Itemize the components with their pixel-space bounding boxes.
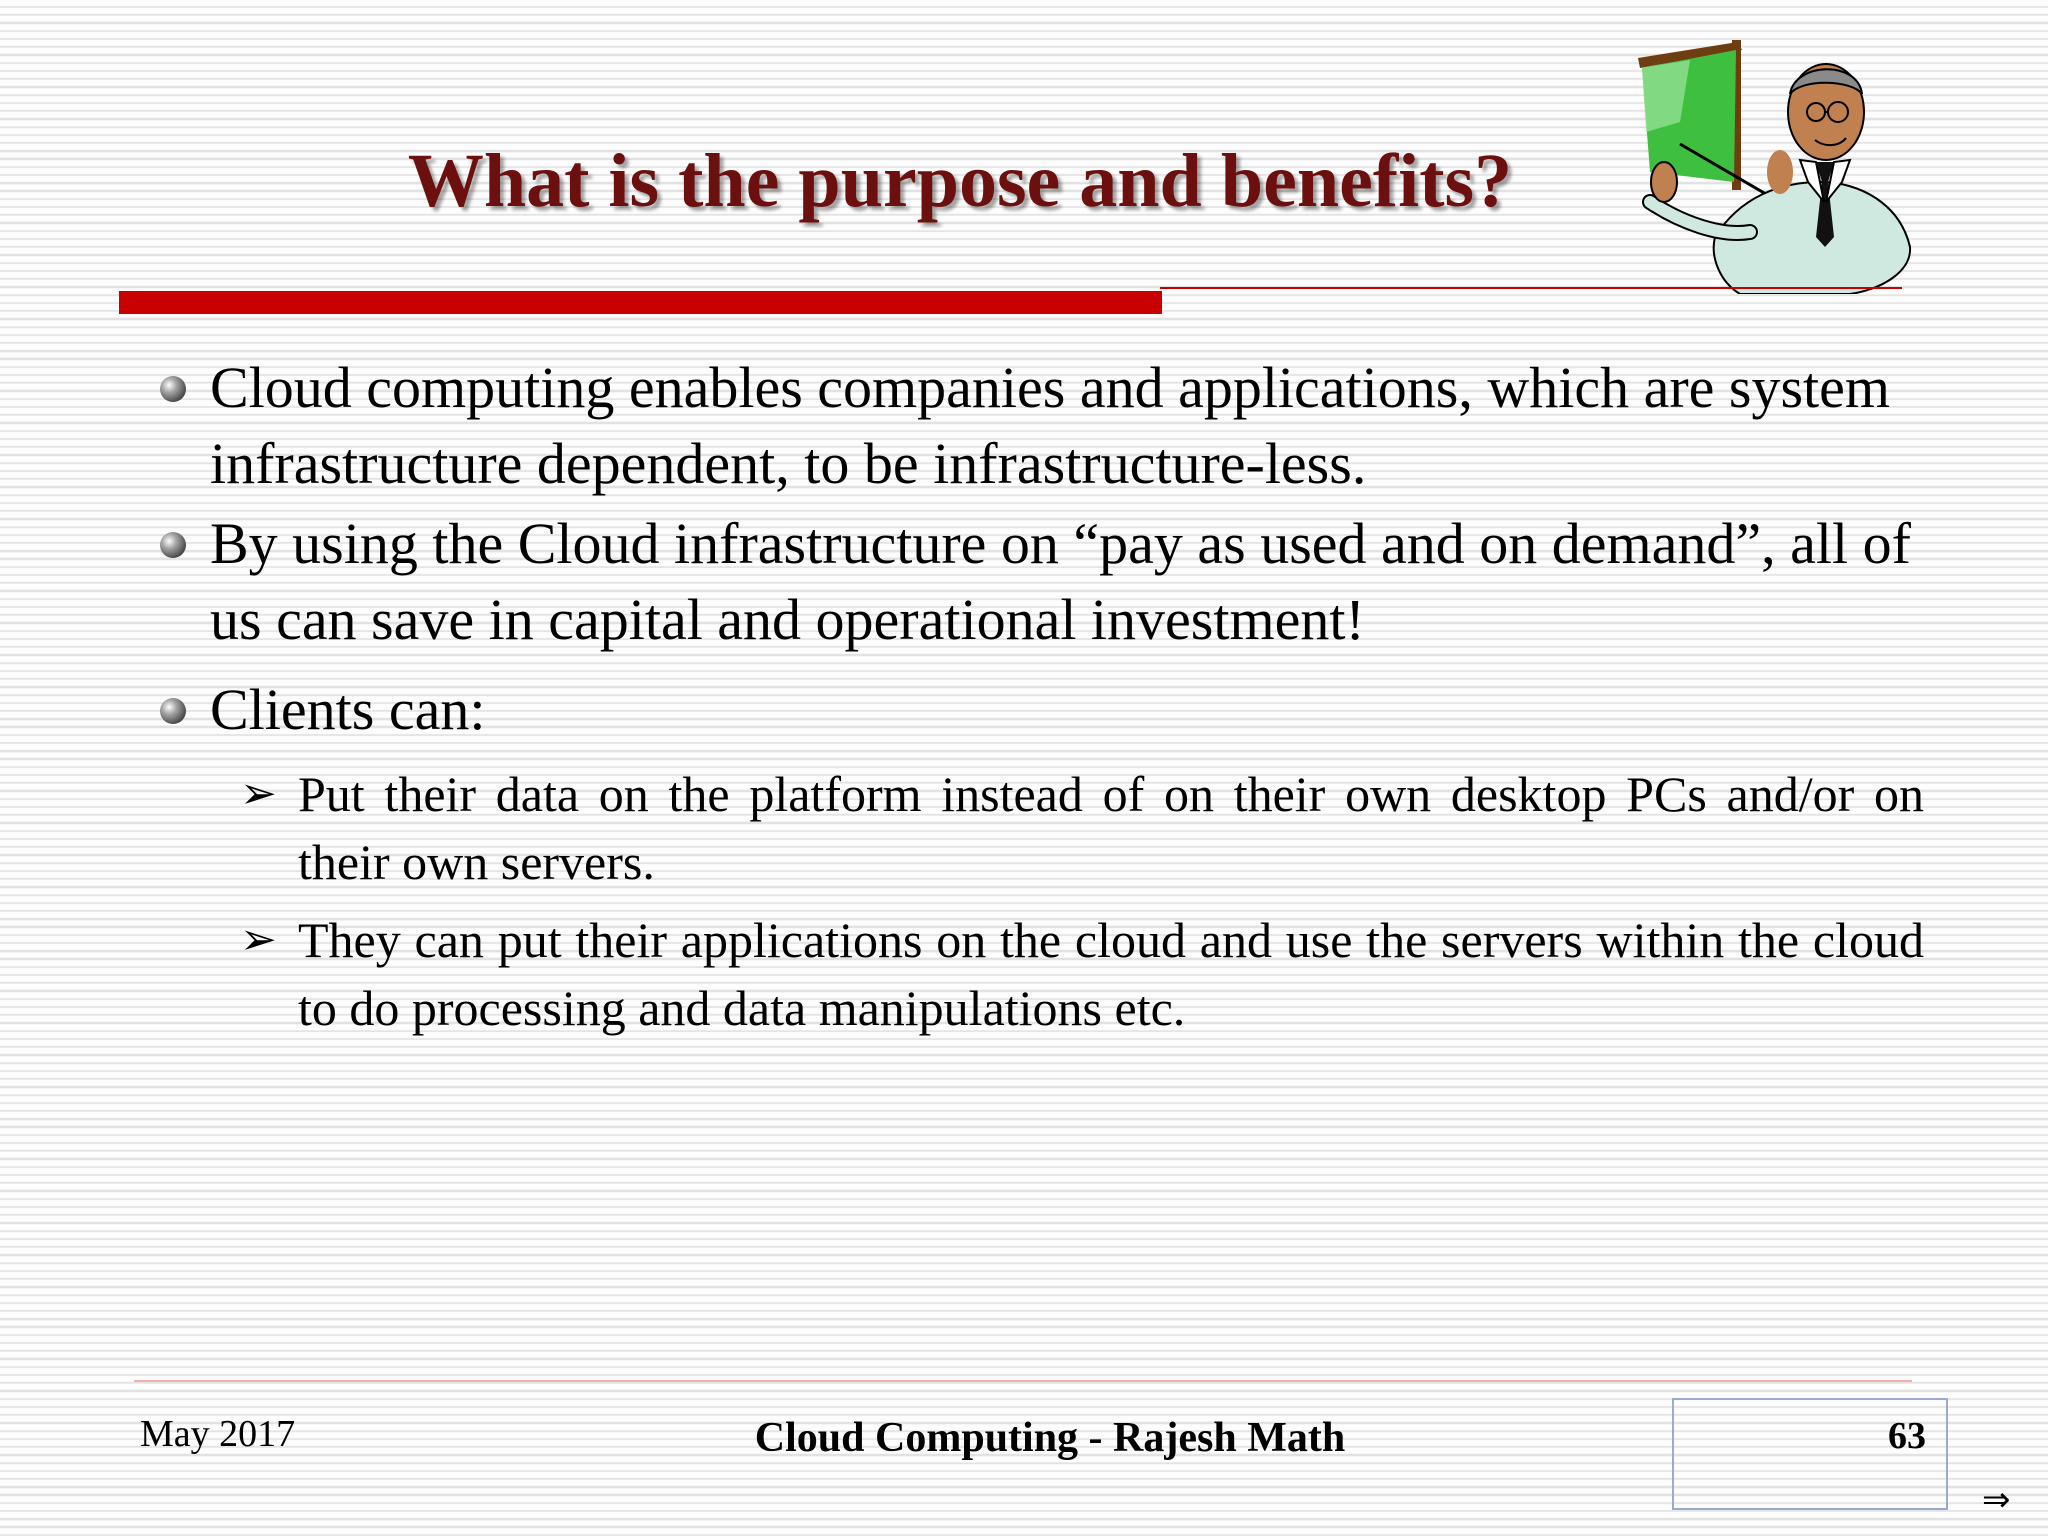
next-slide-arrow-icon[interactable]: ⇒ [1982, 1480, 2011, 1520]
bullet-text: By using the Cloud infrastructure on “pay as used and on demand”, all of us can save in capital and operational investment! [210, 511, 1911, 652]
bullet-text: Clients can: [210, 677, 486, 742]
bullet-dot-icon [160, 532, 186, 558]
title-rule-thick [119, 291, 1162, 314]
arrow-bullet-icon: ➢ [240, 768, 277, 819]
page-number: 63 [1888, 1415, 1926, 1457]
bullet-dot-icon [160, 698, 186, 724]
footer-title: Cloud Computing - Rajesh Math [754, 1415, 1346, 1461]
footer-rule [134, 1380, 1912, 1382]
sub-bullet-text: Put their data on the platform instead of on their own desktop PCs and/or on their own servers. [298, 766, 1924, 890]
teacher-pointing-at-board-icon [1620, 32, 1920, 294]
sub-bullet-text: They can put their applications on the cloud and use the servers within the cloud to do processing and data manipulations etc. [298, 912, 1924, 1036]
page-number-box [1672, 1398, 1948, 1510]
title-rule-thin [1160, 287, 1902, 289]
arrow-bullet-icon: ➢ [240, 914, 277, 965]
slide-title: What is the purpose and benefits? [407, 139, 1513, 223]
footer-date: May 2017 [140, 1413, 296, 1455]
bullet-dot-icon [160, 376, 186, 402]
bullet-text: Cloud computing enables companies and applications, which are system infrastructure dependent, to be infrastructure-less. [210, 355, 1890, 496]
